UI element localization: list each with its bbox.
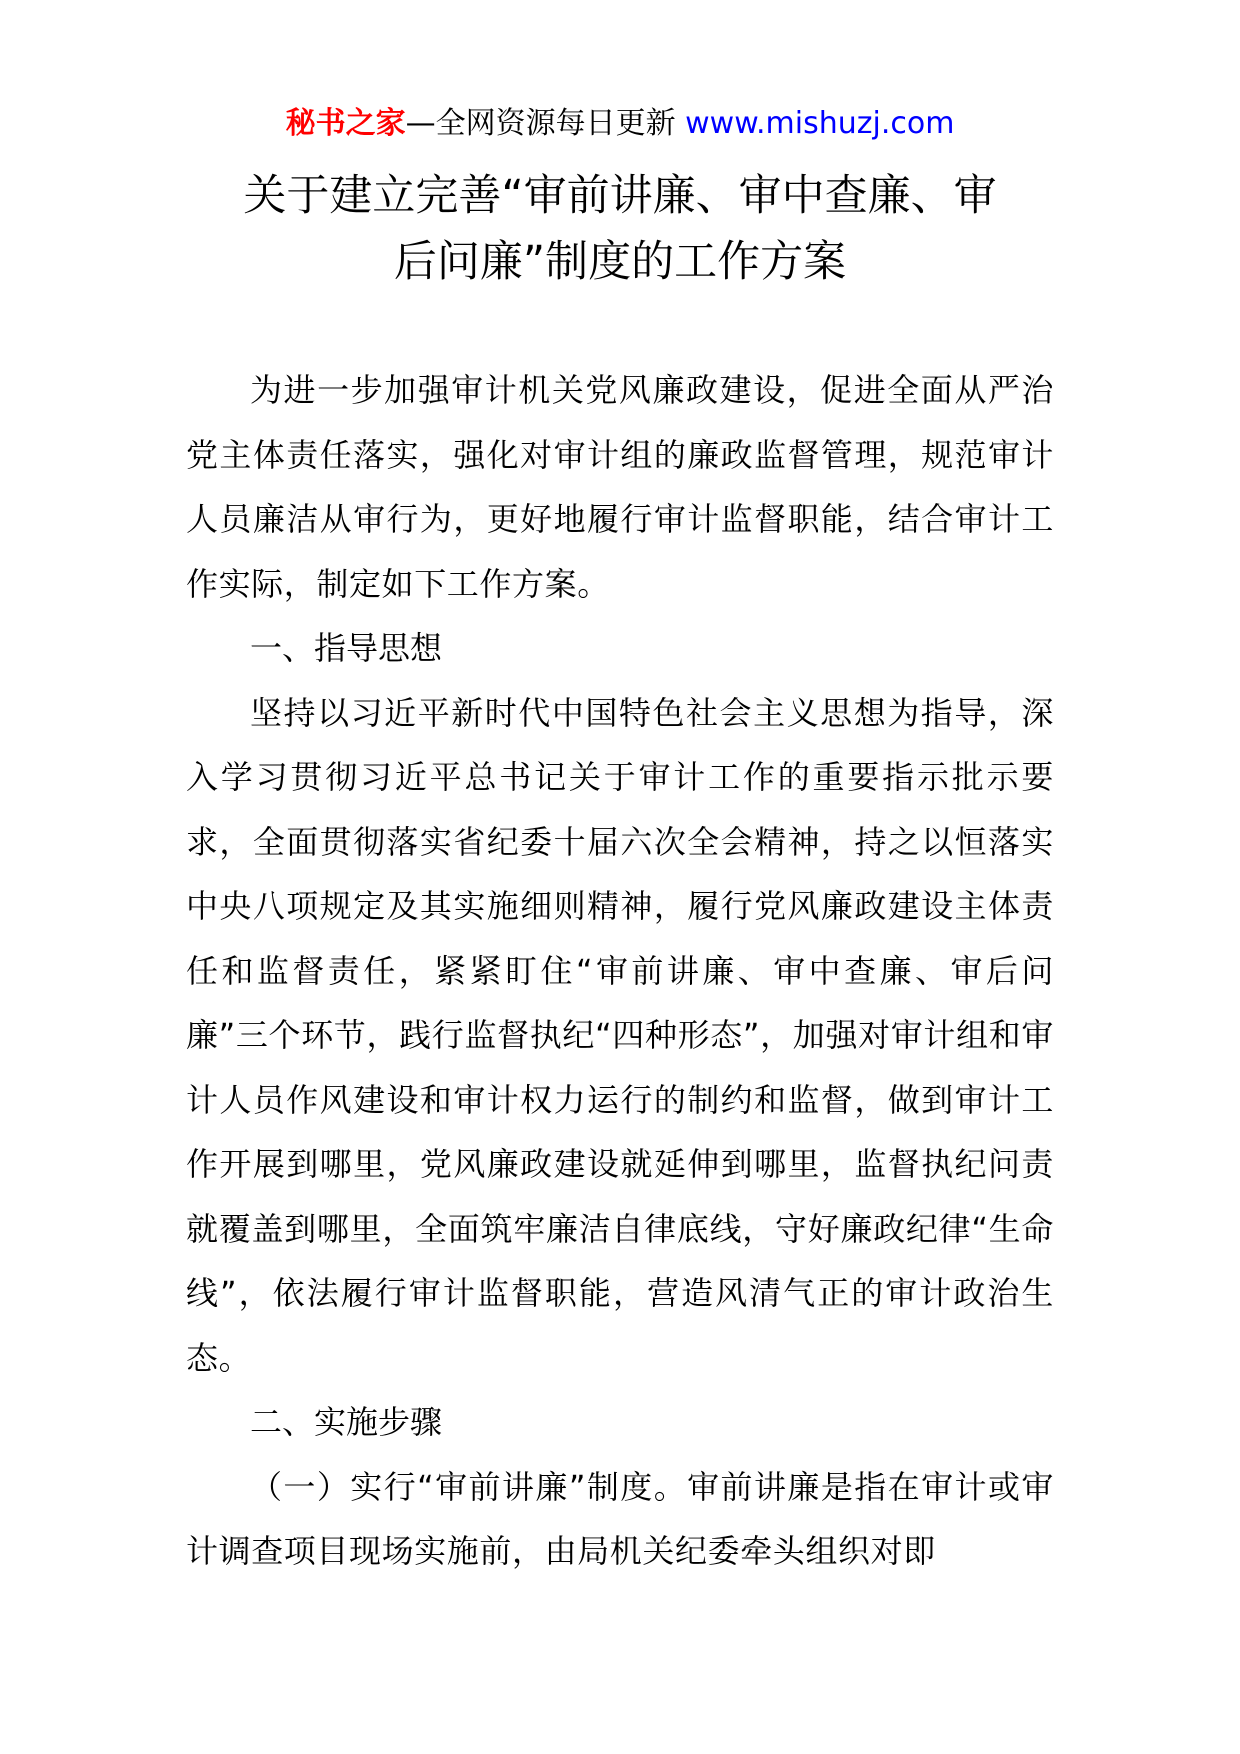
site-url: www.mishuzj.com	[685, 106, 955, 141]
implementation-steps-paragraph: （一）实行“审前讲廉”制度。审前讲廉是指在审计或审计调查项目现场实施前，由局机关纪委牵头组织对即	[186, 1467, 1054, 1570]
title-line-2: 后问廉”制度的工作方案	[393, 237, 847, 287]
document-body	[186, 358, 1054, 1584]
section-heading-implementation-steps: 二、实施步骤	[250, 1403, 443, 1441]
document-title	[195, 163, 1045, 295]
intro-paragraph: 为进一步加强审计机关党风廉政建设，促进全面从严治党主体责任落实，强化对审计组的廉政监督管理，规范审计人员廉洁从审行为，更好地履行审计监督职能，结合审计工作实际，制定如下工作方案。	[186, 371, 1054, 603]
guiding-thought-paragraph: 坚持以习近平新时代中国特色社会主义思想为指导，深入学习贯彻习近平总书记关于审计工作的重要指示批示要求，全面贯彻落实省纪委十届六次全会精神，持之以恒落实中央八项规定及其实施细则精神，履行党风廉政建设主体责任和监督责任，紧紧盯住“审前讲廉、审中查廉、审后问廉”三个环节，践行监督执纪“四种形态”，加强对审计组和审计人员作风建设和审计权力运行的制约和监督，做到审计工作开展到哪里，党风廉政建设就延伸到哪里，监督执纪问责就覆盖到哪里，全面筑牢廉洁自律底线，守好廉政纪律“生命线”，依法履行审计监督职能，营造风清气正的审计政治生态。	[186, 693, 1054, 1377]
site-banner	[0, 104, 1240, 144]
title-line-1: 关于建立完善“审前讲廉、审中查廉、审	[243, 171, 997, 221]
section-heading-guiding-thought: 一、指导思想	[250, 629, 443, 667]
brand-name: 秘书之家	[285, 106, 406, 141]
banner-tagline: —全网资源每日更新	[405, 106, 676, 141]
